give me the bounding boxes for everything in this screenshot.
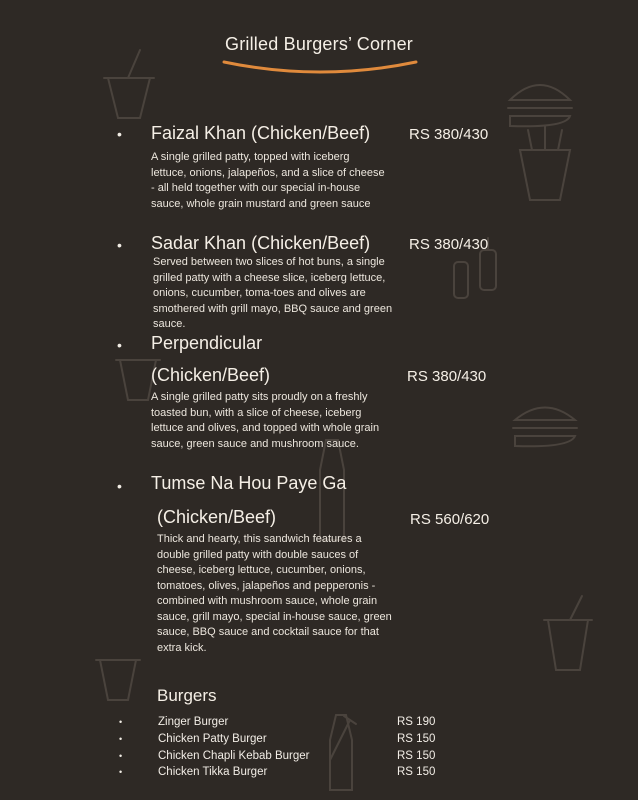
item-description-faizal-khan: A single grilled patty, topped with iceberg lettuce, onions, jalapeños, and a slice of cheese - all held together with our special in-house sauce, whole grain mustard and green sauce	[151, 151, 385, 210]
item-price-perpendicular: RS 380/430	[407, 368, 487, 385]
burger-price: RS 150	[397, 750, 436, 762]
item-name-tumse-na-hou-paye-ga: Tumse Na Hou Paye Ga	[151, 473, 347, 493]
burger-name: Chicken Chapli Kebab Burger	[158, 750, 310, 762]
burger-name: Chicken Patty Burger	[158, 733, 267, 745]
bullet: •	[119, 751, 123, 761]
bullet: •	[117, 126, 122, 142]
burger-row	[0, 750, 638, 767]
bullet: •	[119, 734, 123, 744]
burger-price: RS 150	[397, 766, 436, 778]
item-price-faizal-khan: RS 380/430	[409, 126, 489, 143]
item-price-tumse-na-hou-paye-ga: RS 560/620	[410, 511, 490, 528]
item-name-sadar-khan: Sadar Khan (Chicken/Beef)	[151, 233, 371, 253]
burger-name: Chicken Tikka Burger	[158, 766, 268, 778]
burger-icon-right	[513, 408, 577, 447]
bullet: •	[117, 237, 122, 253]
page-title: Grilled Burgers’ Corner	[225, 34, 413, 54]
item-description-perpendicular: A single grilled patty sits proudly on a freshly toasted bun, with a slice of cheese, iceberg lettuce and olives, and topped with whole grain sauce, green sauce and mushroom sauce.	[151, 391, 380, 450]
item-name-faizal-khan: Faizal Khan (Chicken/Beef)	[151, 123, 371, 143]
burger-row	[0, 733, 638, 750]
burger-name: Zinger Burger	[158, 716, 229, 728]
bullet: •	[119, 717, 123, 727]
section-title-burgers: Burgers	[157, 686, 217, 705]
burger-icon	[508, 85, 572, 126]
item-name-perpendicular-line2: (Chicken/Beef)	[151, 365, 271, 385]
item-name-perpendicular: Perpendicular	[151, 333, 263, 353]
burger-row	[0, 716, 638, 733]
fries-icon	[520, 126, 570, 200]
cup-icon-bottom-left	[96, 660, 140, 700]
item-description-sadar-khan: Served between two slices of hot buns, a single grilled patty with a cheese slice, iceberg lettuce, onions, cucumber, toma-toes and olives are smothered with grill mayo, BBQ sauce and green sauce.	[153, 256, 393, 330]
cup-icon-bottom	[544, 596, 592, 670]
cup-icon	[104, 50, 154, 118]
burger-price: RS 190	[397, 716, 436, 728]
item-description-tumse-na-hou-paye-ga: Thick and hearty, this sandwich features a double grilled patty with double sauces of cheese, iceberg lettuce, cucumber, onions, tomatoes, olives, jalapeños and pepperonis - combined with mushroom sauce, whole grain sauce, grill mayo, special in-house sauce, green sauce, BBQ sauce and cocktail sauce for that extra kick.	[157, 533, 392, 654]
burger-price: RS 150	[397, 733, 436, 745]
title-underline-swoosh	[220, 56, 420, 80]
item-price-sadar-khan: RS 380/430	[409, 236, 489, 253]
item-name-tumse-line2: (Chicken/Beef)	[157, 507, 277, 527]
bullet: •	[119, 767, 123, 777]
bullet: •	[117, 478, 122, 494]
bullet: •	[117, 337, 122, 353]
burger-row	[0, 766, 638, 783]
